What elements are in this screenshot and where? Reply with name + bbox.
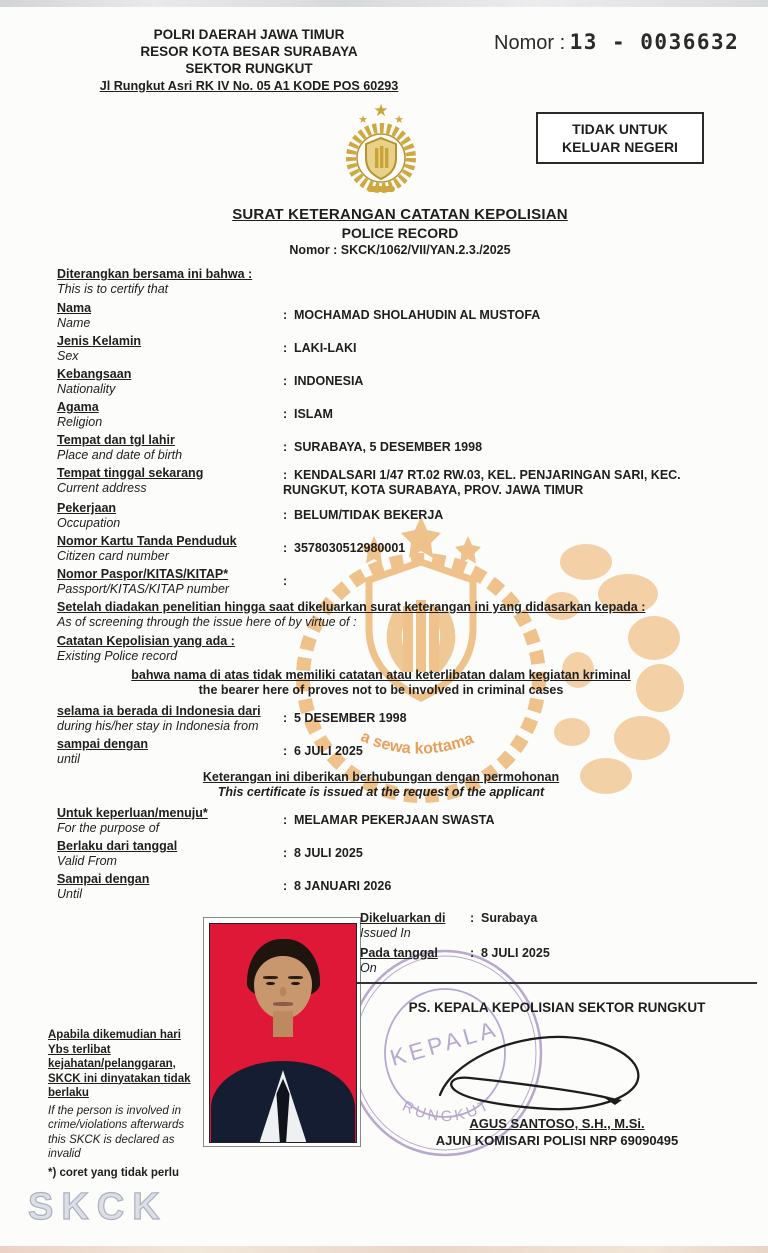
field-label-id: Kebangsaan [57, 367, 132, 381]
field-label-en: Place and date of birth [57, 448, 183, 462]
scan-edge-bottom [0, 1246, 768, 1253]
document-title: SURAT KETERANGAN CATATAN KEPOLISIAN [232, 206, 568, 223]
issued-on-row [360, 946, 690, 976]
field-row-ktp [57, 534, 705, 564]
stay-label-en: during his/her stay in Indonesia from [57, 719, 259, 733]
stay-label-id: sampai dengan [57, 737, 148, 751]
valid-until-row [57, 872, 705, 902]
scan-edge-top [0, 0, 768, 7]
disclaimer-note [48, 1028, 200, 1180]
field-row-tempat-lahir [57, 433, 705, 463]
field-label-en: Sex [57, 349, 79, 363]
field-label-id: Jenis Kelamin [57, 334, 142, 348]
statement-en: the bearer here of proves not to be involved in criminal cases [198, 683, 564, 697]
polri-gold-emblem-icon [334, 98, 428, 202]
field-label-id: Tempat tinggal sekarang [57, 466, 204, 480]
official-name: AGUS SANTOSO, S.H., M.Si. [469, 1116, 645, 1131]
stay-value: 6 JULI 2025 [294, 744, 363, 758]
field-value: SURABAYA, 5 DESEMBER 1998 [294, 440, 483, 454]
not-for-abroad-line2: KELUAR NEGERI [562, 139, 678, 155]
field-label-en: Current address [57, 481, 147, 495]
photo-face [254, 956, 312, 1019]
watermark-motto-text: a sewa kottama [358, 728, 476, 758]
field-row-jenis-kelamin [57, 334, 705, 364]
valid-until-label-en: Until [57, 887, 83, 901]
request-id: Keterangan ini diberikan berhubungan dengan permohonan [202, 770, 560, 784]
colon: : [283, 374, 288, 388]
issued-on-value: 8 JULI 2025 [481, 946, 550, 960]
issue-block [360, 911, 690, 981]
field-row-pekerjaan [57, 501, 705, 531]
police-record-label-id: Catatan Kepolisian yang ada : [57, 634, 235, 648]
org-line-3: SEKTOR RUNGKUT [185, 61, 313, 76]
field-label-en: Name [57, 316, 91, 330]
stay-label-id: selama ia berada di Indonesia dari [57, 704, 261, 718]
photo-eyebrow [288, 976, 303, 979]
separator-line [357, 982, 757, 984]
photo-eyebrow [263, 976, 278, 979]
issued-on-label-id: Pada tanggal [360, 946, 438, 960]
field-row-alamat [57, 466, 705, 498]
colon: : [283, 744, 288, 758]
letterhead [58, 26, 440, 95]
photo-nose [280, 987, 286, 996]
official-rank: AJUN KOMISARI POLISI NRP 69090495 [435, 1133, 679, 1148]
official-signature [412, 1025, 662, 1123]
issued-in-value: Surabaya [481, 911, 538, 925]
field-row-nama [57, 301, 705, 331]
valid-from-label-en: Valid From [57, 854, 117, 868]
field-value: ISLAM [294, 407, 333, 421]
police-record-label-en: Existing Police record [57, 649, 178, 663]
colon: : [283, 341, 288, 355]
purpose-value: MELAMAR PEKERJAAN SWASTA [294, 813, 495, 827]
skck-corner-watermark: SKCK [28, 1186, 168, 1228]
org-line-2: RESOR KOTA BESAR SURABAYA [140, 44, 358, 59]
clean-record-statement [57, 668, 705, 698]
serial-number: 13 - 0036632 [569, 30, 740, 54]
disclaimer-id: Apabila dikemudian hari Ybs terlibat kejahatan/pelanggaran, SKCK ini dinyatakan tidak berlaku [48, 1029, 191, 1099]
stay-row-from [57, 704, 705, 734]
issued-in-label-en: Issued In [360, 926, 411, 940]
field-label-en: Religion [57, 415, 103, 429]
colon: : [283, 308, 288, 322]
photo-neck [273, 1011, 293, 1037]
field-row-kebangsaan [57, 367, 705, 397]
disclaimer-en: If the person is involved in crime/violations afterwards this SKCK is declared as invalid [48, 1104, 185, 1160]
photo-eye [291, 982, 300, 986]
colon: : [283, 574, 288, 588]
field-label-id: Nama [57, 301, 92, 315]
colon: : [283, 541, 288, 555]
stay-value: 5 DESEMBER 1998 [294, 711, 407, 725]
issued-on-label-en: On [360, 961, 377, 975]
not-for-abroad-box [536, 112, 704, 164]
document-number: Nomor : SKCK/1062/VII/YAN.2.3./2025 [289, 243, 511, 257]
field-value: MOCHAMAD SHOLAHUDIN AL MUSTOFA [294, 308, 541, 322]
field-value: KENDALSARI 1/47 RT.02 RW.03, KEL. PENJARINGAN SARI, KEC. RUNGKUT, KOTA SURABAYA, PROV. JAWA TIMUR [283, 468, 681, 497]
field-label-en: Nationality [57, 382, 116, 396]
issued-in-label-id: Dikeluarkan di [360, 911, 446, 925]
issued-in-row [360, 911, 690, 941]
valid-until-label-id: Sampai dengan [57, 872, 150, 886]
field-label-en: Occupation [57, 516, 121, 530]
field-label-en: Passport/KITAS/KITAP number [57, 582, 230, 596]
request-statement [57, 770, 705, 800]
stamp-text-rungkut: RUNGKUT [399, 1095, 494, 1126]
colon: : [470, 946, 475, 960]
screening-label-id: Setelah diadakan penelitian hingga saat dikeluarkan surat keterangan ini yang didasarkan kepada : [57, 600, 646, 614]
field-value: LAKI-LAKI [294, 341, 357, 355]
field-label-id: Pekerjaan [57, 501, 117, 515]
valid-from-value: 8 JULI 2025 [294, 846, 363, 860]
valid-from-row [57, 839, 705, 869]
purpose-label-en: For the purpose of [57, 821, 160, 835]
colon: : [283, 711, 288, 725]
stamp-text-kepala: KEPALA [387, 1015, 502, 1071]
applicant-photo [203, 917, 361, 1147]
serial-label: Nomor : [494, 32, 566, 54]
org-address: Jl Rungkut Asri RK IV No. 05 A1 KODE POS 60293 [99, 79, 399, 93]
svg-text:★: ★ [394, 114, 404, 126]
colon: : [283, 846, 288, 860]
field-value: INDONESIA [294, 374, 364, 388]
request-en: This certificate is issued at the request of the applicant [217, 785, 545, 799]
org-line-1: POLRI DAERAH JAWA TIMUR [153, 27, 345, 42]
field-value: BELUM/TIDAK BEKERJA [294, 508, 444, 522]
svg-text:★: ★ [358, 114, 368, 126]
field-label-id: Tempat dan tgl lahir [57, 433, 175, 447]
colon: : [283, 813, 288, 827]
field-row-agama [57, 400, 705, 430]
statement-id: bahwa nama di atas tidak memiliki catatan atau keterlibatan dalam kegiatan kriminal [131, 668, 631, 682]
intro-label-id: Diterangkan bersama ini bahwa : [57, 267, 253, 281]
official-position: PS. KEPALA KEPOLISIAN SEKTOR RUNGKUT [408, 1000, 706, 1015]
svg-text:★: ★ [373, 101, 389, 120]
purpose-label-id: Untuk keperluan/menuju* [57, 806, 208, 820]
field-label-id: Agama [57, 400, 99, 414]
field-value: 3578030512980001 [294, 541, 406, 555]
valid-from-label-id: Berlaku dari tanggal [57, 839, 178, 853]
title-block [55, 206, 745, 257]
fields-section [57, 267, 705, 905]
intro-label-en: This is to certify that [57, 282, 169, 296]
official-identity [357, 1115, 757, 1149]
disclaimer-footnote: *) coret yang tidak perlu [48, 1166, 180, 1179]
stay-row-until [57, 737, 705, 767]
photo-eye [266, 982, 275, 986]
colon: : [283, 879, 288, 893]
photo-mouth [273, 1002, 293, 1005]
valid-until-value: 8 JANUARI 2026 [294, 879, 392, 893]
colon: : [283, 508, 288, 522]
field-label-en: Citizen card number [57, 549, 169, 563]
photo-red-background [209, 923, 357, 1143]
document-title-english: POLICE RECORD [341, 225, 459, 241]
colon: : [283, 440, 288, 454]
screening-row [57, 600, 705, 630]
field-row-paspor [57, 567, 705, 597]
intro-row [57, 267, 705, 297]
purpose-row [57, 806, 705, 836]
not-for-abroad-line1: TIDAK UNTUK [572, 121, 668, 137]
serial-number-block [494, 30, 739, 55]
screening-label-en: As of screening through the issue here of by virtue of : [57, 615, 357, 629]
colon: : [283, 468, 288, 482]
colon: : [470, 911, 475, 925]
police-record-row [57, 634, 705, 664]
field-label-id: Nomor Paspor/KITAS/KITAP* [57, 567, 229, 581]
stay-label-en: until [57, 752, 80, 766]
colon: : [283, 407, 288, 421]
field-label-id: Nomor Kartu Tanda Penduduk [57, 534, 237, 548]
